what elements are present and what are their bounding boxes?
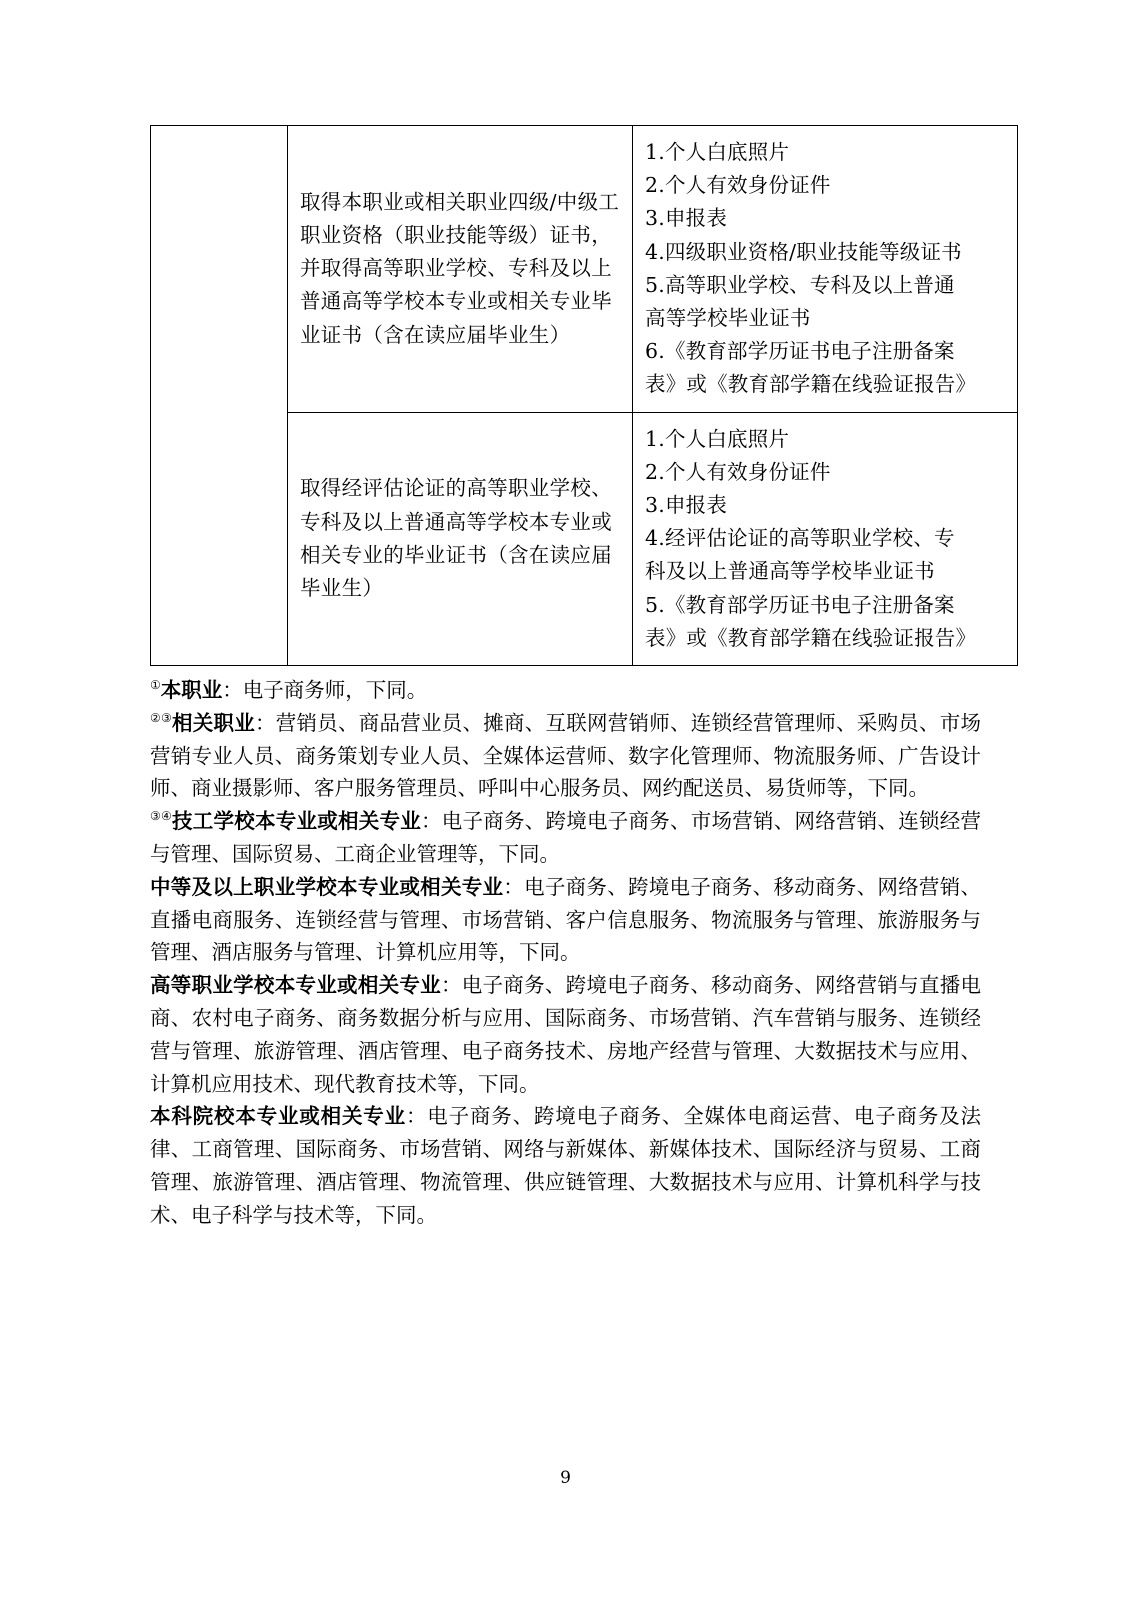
material-line: 5.高等职业学校、专科及以上普通: [645, 272, 955, 297]
footnote-text: ：电子商务、跨境电子商务、全媒体电商运营、电子商务及法律、工商管理、国际商务、市场营销、网络与新媒体、新媒体技术、国际经济与贸易、工商管理、旅游管理、酒店管理、物流管理、供应链管理、大数据技术与应用、计算机科学与技术、电子科学与技术等，下同。: [150, 1104, 982, 1227]
footnotes: [150, 674, 981, 1232]
material-line: 1.个人白底照片: [645, 140, 790, 164]
footnote-text: ：电子商务、跨境电子商务、移动商务、网络营销、直播电商服务、连锁经营与管理、市场营销、客户信息服务、物流服务与管理、旅游服务与管理、酒店服务与管理、计算机应用等，下同。: [150, 874, 982, 965]
footnote-item: [150, 1100, 981, 1231]
material-line: 5.《教育部学历证书电子注册备案: [645, 592, 955, 617]
requirements-table: [150, 125, 1018, 666]
footnote-marker: ①: [150, 678, 161, 693]
footnote-term: 本科院校本专业或相关专业: [150, 1104, 406, 1129]
footnote-item: [150, 871, 981, 969]
footnote-text: ：电子商务、跨境电子商务、市场营销、网络营销、连锁经营与管理、国际贸易、工商企业管理等，下同。: [150, 809, 982, 867]
footnote-text: ：电子商务师，下同。: [222, 678, 428, 703]
page-number: 9: [560, 1468, 571, 1488]
footnote-item: [150, 969, 981, 1100]
footnote-marker: ②③: [150, 711, 173, 726]
footnote-text: ：电子商务、跨境电子商务、移动商务、网络营销与直播电商、农村电子商务、商务数据分析与应用、国际商务、市场营销、汽车营销与服务、连锁经营与管理、旅游管理、酒店管理、电子商务技术、房地产经营与管理、大数据技术与应用、计算机应用技术、现代教育技术等，下同。: [150, 973, 982, 1096]
material-line: 表》或《教育部学籍在线验证报告》: [645, 625, 977, 650]
condition-cell: 取得经评估论证的高等职业学校、专科及以上普通高等学校本专业或相关专业的毕业证书（含在读应届毕业生）: [288, 412, 633, 665]
footnote-term: 本职业: [160, 678, 223, 703]
row-label-cell: [151, 126, 288, 666]
footnote-item: [150, 805, 981, 871]
material-line: 2.个人有效身份证件: [645, 459, 831, 484]
materials-cell: [633, 412, 1018, 665]
material-line: 4.四级职业资格/职业技能等级证书: [645, 239, 962, 264]
material-line: 2.个人有效身份证件: [645, 173, 831, 198]
material-line: 3.申报表: [645, 493, 728, 518]
footnote-term: 相关职业: [172, 710, 256, 735]
footnote-term: 中等及以上职业学校本专业或相关专业: [150, 874, 504, 899]
materials-cell: [633, 126, 1018, 413]
material-line: 科及以上普通高等学校毕业证书: [645, 559, 935, 584]
footnote-term: 技工学校本专业或相关专业: [172, 809, 422, 834]
table-row: [151, 126, 1018, 413]
material-line: 3.申报表: [645, 206, 728, 231]
footnote-item: [150, 674, 981, 707]
condition-cell: 取得本职业或相关职业四级/中级工职业资格（职业技能等级）证书，并取得高等职业学校、专科及以上普通高等学校本专业或相关专业毕业证书（含在读应届毕业生）: [288, 126, 633, 413]
footnote-marker: ③④: [150, 809, 173, 824]
footnote-item: [150, 707, 981, 805]
material-line: 表》或《教育部学籍在线验证报告》: [645, 372, 977, 397]
material-line: 高等学校毕业证书: [645, 306, 811, 331]
footnote-text: ：营销员、商品营业员、摊商、互联网营销师、连锁经营管理师、采购员、市场营销专业人员、商务策划专业人员、全媒体运营师、数字化管理师、物流服务师、广告设计师、商业摄影师、客户服务管理员、呼叫中心服务员、网约配送员、易货师等，下同。: [150, 710, 982, 801]
material-line: 4.经评估论证的高等职业学校、专: [645, 526, 955, 551]
material-line: 6.《教育部学历证书电子注册备案: [645, 339, 955, 364]
footnote-term: 高等职业学校本专业或相关专业: [150, 973, 441, 998]
material-line: 1.个人白底照片: [645, 426, 790, 451]
